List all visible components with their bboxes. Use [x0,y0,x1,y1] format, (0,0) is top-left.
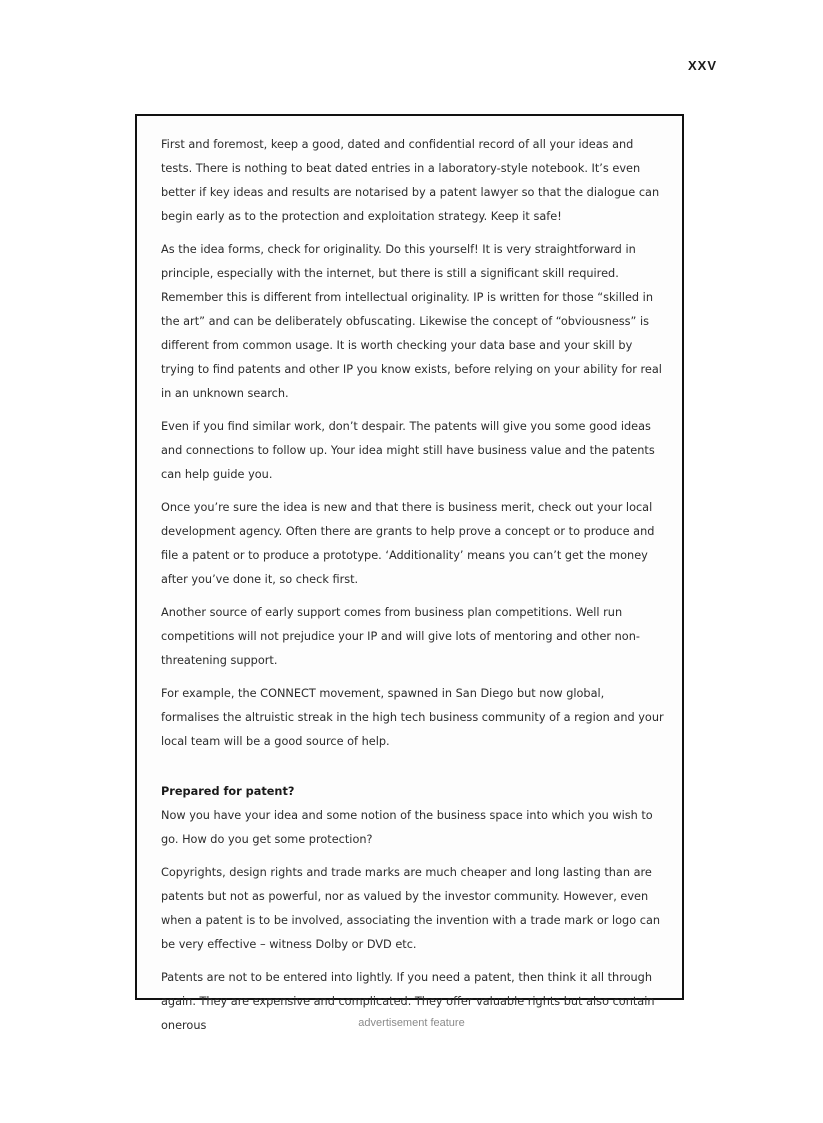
page-number: XXV [687,58,717,73]
paragraph-record-keeping: First and foremost, keep a good, dated and confidential record of all your ideas and tests. There is nothing to beat dated entries in a laboratory-style notebook. It’s even better if key ideas and results are notarised by a patent lawyer so that the dialogue can begin early as to the protection and exploitation strategy. Keep it safe! [161,138,660,223]
paragraph-connect-movement: For example, the CONNECT movement, spawned in San Diego but now global, formalises the altruistic streak in the high tech business community of a region and your local team will be a good source of help. [161,687,664,748]
paragraph-copyrights: Copyrights, design rights and trade marks are much cheaper and long lasting than are patents but not as powerful, nor as valued by the investor community. However, even when a patent is to be involved, associating the invention with a trade mark or logo can be very effective – witness Dolby or DVD etc. [161,866,661,951]
paragraph-development-agency: Once you’re sure the idea is new and that there is business merit, check out your local development agency. Often there are grants to help prove a concept or to produce and file a patent or to produce a prototype. ‘Additionality’ means you can’t get the money after you’ve done it, so check first. [161,501,655,586]
paragraph-originality: As the idea forms, check for originality. Do this yourself! It is very straightforward in principle, especially with the internet, but there is still a significant skill required. Remember this is different from intellectual originality. IP is written for those “skilled in the art” and can be deliberately obfuscating. Likewise the concept of “obviousness” is different from common usage. It is worth checking your data base and your skill by trying to find patents and other IP you know exists, before relying on your ability for real in an unknown search. [161,243,662,400]
section-heading: Prepared for patent? [161,785,295,798]
paragraph-patents: Patents are not to be entered into lightly. If you need a patent, then think it all through again. They are expensive and complicated. They offer valuable rights but also contain onerous [161,971,655,1032]
article-body [161,133,665,1047]
footer-label: advertisement feature [358,1017,465,1029]
paragraph-similar-work: Even if you find similar work, don’t despair. The patents will give you some good ideas and connections to follow up. Your idea might still have business value and the patents can help guide you. [161,420,655,481]
paragraph-protection: Now you have your idea and some notion of the business space into which you wish to go. How do you get some protection? [161,809,653,846]
paragraph-competitions: Another source of early support comes from business plan competitions. Well run competitions will not prejudice your IP and will give lots of mentoring and other non-threatening support. [161,606,640,667]
